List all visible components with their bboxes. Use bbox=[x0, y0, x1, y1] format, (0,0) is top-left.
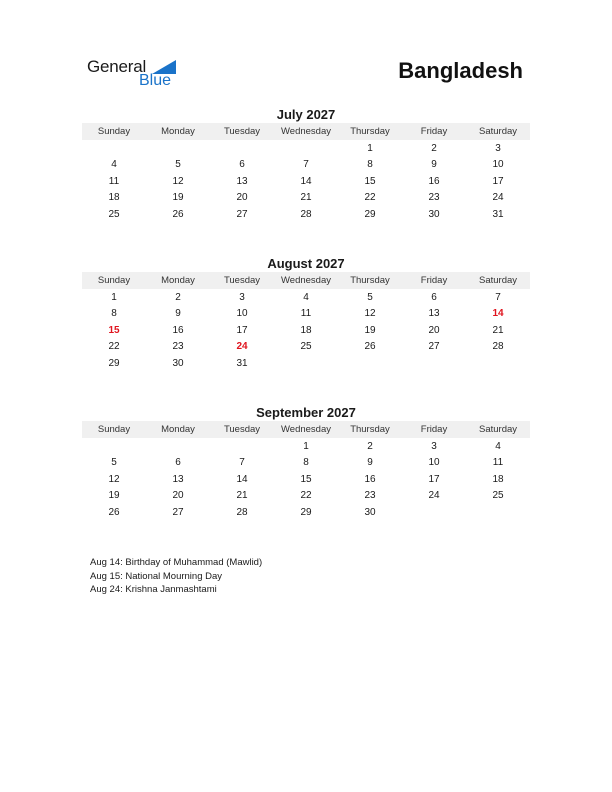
week-row bbox=[82, 190, 530, 207]
holiday-day-cell: 15 bbox=[108, 324, 120, 336]
week-row bbox=[82, 140, 530, 157]
day-cell: 1 bbox=[303, 440, 309, 452]
day-cell: 28 bbox=[236, 506, 248, 518]
day-cell: 6 bbox=[175, 457, 181, 469]
country-title: Bangladesh bbox=[398, 58, 523, 83]
weekday-label: Wednesday bbox=[281, 424, 331, 435]
day-cell: 11 bbox=[300, 308, 312, 320]
day-cell: 30 bbox=[172, 357, 184, 369]
day-cell: 17 bbox=[492, 175, 504, 187]
month-july bbox=[82, 106, 530, 223]
day-cell: 19 bbox=[364, 324, 376, 336]
day-cell: 5 bbox=[111, 457, 117, 469]
week-row bbox=[82, 157, 530, 174]
day-cell: 23 bbox=[172, 341, 184, 353]
day-cell: 23 bbox=[364, 490, 376, 502]
day-cell: 10 bbox=[428, 457, 440, 469]
day-cell: 25 bbox=[108, 208, 120, 220]
week-row bbox=[82, 438, 530, 455]
holiday-day-cell: 14 bbox=[492, 308, 504, 320]
weekday-label: Thursday bbox=[350, 126, 390, 137]
month-september bbox=[82, 404, 530, 521]
week-row bbox=[82, 355, 530, 372]
day-cell: 18 bbox=[108, 192, 120, 204]
week-row bbox=[82, 173, 530, 190]
month-august bbox=[82, 255, 530, 372]
month-title: September 2027 bbox=[256, 405, 356, 420]
weekday-label: Sunday bbox=[97, 126, 131, 137]
day-cell: 21 bbox=[236, 490, 248, 502]
day-cell: 27 bbox=[172, 506, 184, 518]
day-cell: 22 bbox=[108, 341, 120, 353]
weekday-label: Wednesday bbox=[281, 126, 331, 137]
weekday-label: Tuesday bbox=[223, 126, 261, 137]
day-cell: 10 bbox=[236, 308, 248, 320]
week-row bbox=[82, 339, 530, 356]
logo-text-blue: Blue bbox=[139, 72, 172, 89]
weekday-label: Monday bbox=[161, 126, 195, 137]
day-cell: 11 bbox=[108, 175, 120, 187]
weekday-label: Saturday bbox=[478, 275, 518, 286]
day-cell: 12 bbox=[108, 473, 120, 485]
week-row bbox=[82, 206, 530, 223]
holiday-note: Aug 14: Birthday of Muhammad (Mawlid) bbox=[90, 557, 263, 568]
day-cell: 2 bbox=[367, 440, 373, 452]
day-cell: 19 bbox=[108, 490, 120, 502]
day-cell: 10 bbox=[492, 159, 504, 171]
day-cell: 3 bbox=[431, 440, 437, 452]
weekday-header bbox=[82, 272, 530, 289]
day-cell: 22 bbox=[364, 192, 376, 204]
day-cell: 8 bbox=[303, 457, 309, 469]
day-cell: 4 bbox=[303, 291, 309, 303]
day-cell: 25 bbox=[492, 490, 504, 502]
day-cell: 18 bbox=[300, 324, 312, 336]
day-cell: 26 bbox=[172, 208, 184, 220]
day-cell: 14 bbox=[300, 175, 312, 187]
day-cell: 24 bbox=[428, 490, 440, 502]
week-row bbox=[82, 488, 530, 505]
day-cell: 27 bbox=[428, 341, 440, 353]
day-cell: 20 bbox=[172, 490, 184, 502]
day-cell: 15 bbox=[364, 175, 376, 187]
holiday-note: Aug 24: Krishna Janmashtami bbox=[90, 584, 217, 595]
holiday-notes bbox=[90, 556, 262, 597]
day-cell: 12 bbox=[172, 175, 184, 187]
day-cell: 26 bbox=[108, 506, 120, 518]
day-cell: 13 bbox=[428, 308, 440, 320]
day-cell: 29 bbox=[108, 357, 120, 369]
day-cell: 3 bbox=[239, 291, 245, 303]
day-cell: 16 bbox=[364, 473, 376, 485]
weekday-label: Friday bbox=[420, 275, 448, 286]
weekday-label: Sunday bbox=[97, 424, 131, 435]
week-row bbox=[82, 306, 530, 323]
day-cell: 21 bbox=[492, 324, 504, 336]
weekday-label: Tuesday bbox=[223, 275, 261, 286]
day-cell: 7 bbox=[495, 291, 501, 303]
day-cell: 22 bbox=[300, 490, 312, 502]
weekday-header bbox=[82, 421, 530, 438]
day-cell: 18 bbox=[492, 473, 504, 485]
day-cell: 31 bbox=[236, 357, 248, 369]
weekday-label: Sunday bbox=[97, 275, 131, 286]
weeks-grid bbox=[82, 438, 530, 521]
generalblue-logo bbox=[87, 57, 187, 93]
day-cell: 20 bbox=[428, 324, 440, 336]
month-title: July 2027 bbox=[276, 107, 336, 122]
week-row bbox=[82, 322, 530, 339]
day-cell: 8 bbox=[111, 308, 117, 320]
day-cell: 30 bbox=[364, 506, 376, 518]
day-cell: 16 bbox=[172, 324, 184, 336]
holiday-note: Aug 15: National Mourning Day bbox=[90, 570, 223, 582]
weekday-label: Friday bbox=[420, 126, 448, 137]
week-row bbox=[82, 471, 530, 488]
day-cell: 12 bbox=[364, 308, 376, 320]
day-cell: 4 bbox=[495, 440, 501, 452]
day-cell: 8 bbox=[367, 159, 373, 171]
day-cell: 3 bbox=[495, 142, 501, 154]
day-cell: 20 bbox=[236, 192, 248, 204]
day-cell: 6 bbox=[239, 159, 245, 171]
day-cell: 7 bbox=[303, 159, 309, 171]
weekday-label: Saturday bbox=[478, 126, 518, 137]
day-cell: 13 bbox=[236, 175, 248, 187]
day-cell: 29 bbox=[364, 208, 376, 220]
day-cell: 4 bbox=[111, 159, 117, 171]
weeks-grid bbox=[82, 140, 530, 223]
day-cell: 24 bbox=[492, 192, 504, 204]
week-row bbox=[82, 289, 530, 306]
weekday-header bbox=[82, 123, 530, 140]
day-cell: 23 bbox=[428, 192, 440, 204]
month-title: August 2027 bbox=[267, 256, 345, 271]
day-cell: 6 bbox=[431, 291, 437, 303]
day-cell: 15 bbox=[300, 473, 312, 485]
day-cell: 9 bbox=[175, 308, 181, 320]
day-cell: 17 bbox=[236, 324, 248, 336]
day-cell: 27 bbox=[236, 208, 248, 220]
weekday-label: Wednesday bbox=[281, 275, 331, 286]
weekday-label: Thursday bbox=[350, 275, 390, 286]
day-cell: 11 bbox=[492, 457, 504, 469]
day-cell: 9 bbox=[431, 159, 437, 171]
day-cell: 7 bbox=[239, 457, 245, 469]
day-cell: 26 bbox=[364, 341, 376, 353]
day-cell: 29 bbox=[300, 506, 312, 518]
weeks-grid bbox=[82, 289, 530, 372]
day-cell: 30 bbox=[428, 208, 440, 220]
day-cell: 5 bbox=[367, 291, 373, 303]
weekday-label: Friday bbox=[420, 424, 448, 435]
weekday-label: Monday bbox=[161, 424, 195, 435]
weekday-label: Monday bbox=[161, 275, 195, 286]
day-cell: 31 bbox=[492, 208, 504, 220]
day-cell: 14 bbox=[236, 473, 248, 485]
day-cell: 1 bbox=[367, 142, 373, 154]
day-cell: 2 bbox=[431, 142, 437, 154]
day-cell: 28 bbox=[492, 341, 504, 353]
day-cell: 17 bbox=[428, 473, 440, 485]
weekday-label: Thursday bbox=[350, 424, 390, 435]
logo-text-general: General bbox=[87, 57, 147, 76]
day-cell: 25 bbox=[300, 341, 312, 353]
day-cell: 13 bbox=[172, 473, 184, 485]
day-cell: 1 bbox=[111, 291, 117, 303]
day-cell: 5 bbox=[175, 159, 181, 171]
week-row bbox=[82, 455, 530, 472]
day-cell: 21 bbox=[300, 192, 312, 204]
day-cell: 28 bbox=[300, 208, 312, 220]
day-cell: 19 bbox=[172, 192, 184, 204]
day-cell: 9 bbox=[367, 457, 373, 469]
week-row bbox=[82, 504, 530, 521]
day-cell: 2 bbox=[175, 291, 181, 303]
day-cell: 16 bbox=[428, 175, 440, 187]
holiday-day-cell: 24 bbox=[236, 341, 248, 353]
weekday-label: Saturday bbox=[478, 424, 518, 435]
weekday-label: Tuesday bbox=[223, 424, 261, 435]
